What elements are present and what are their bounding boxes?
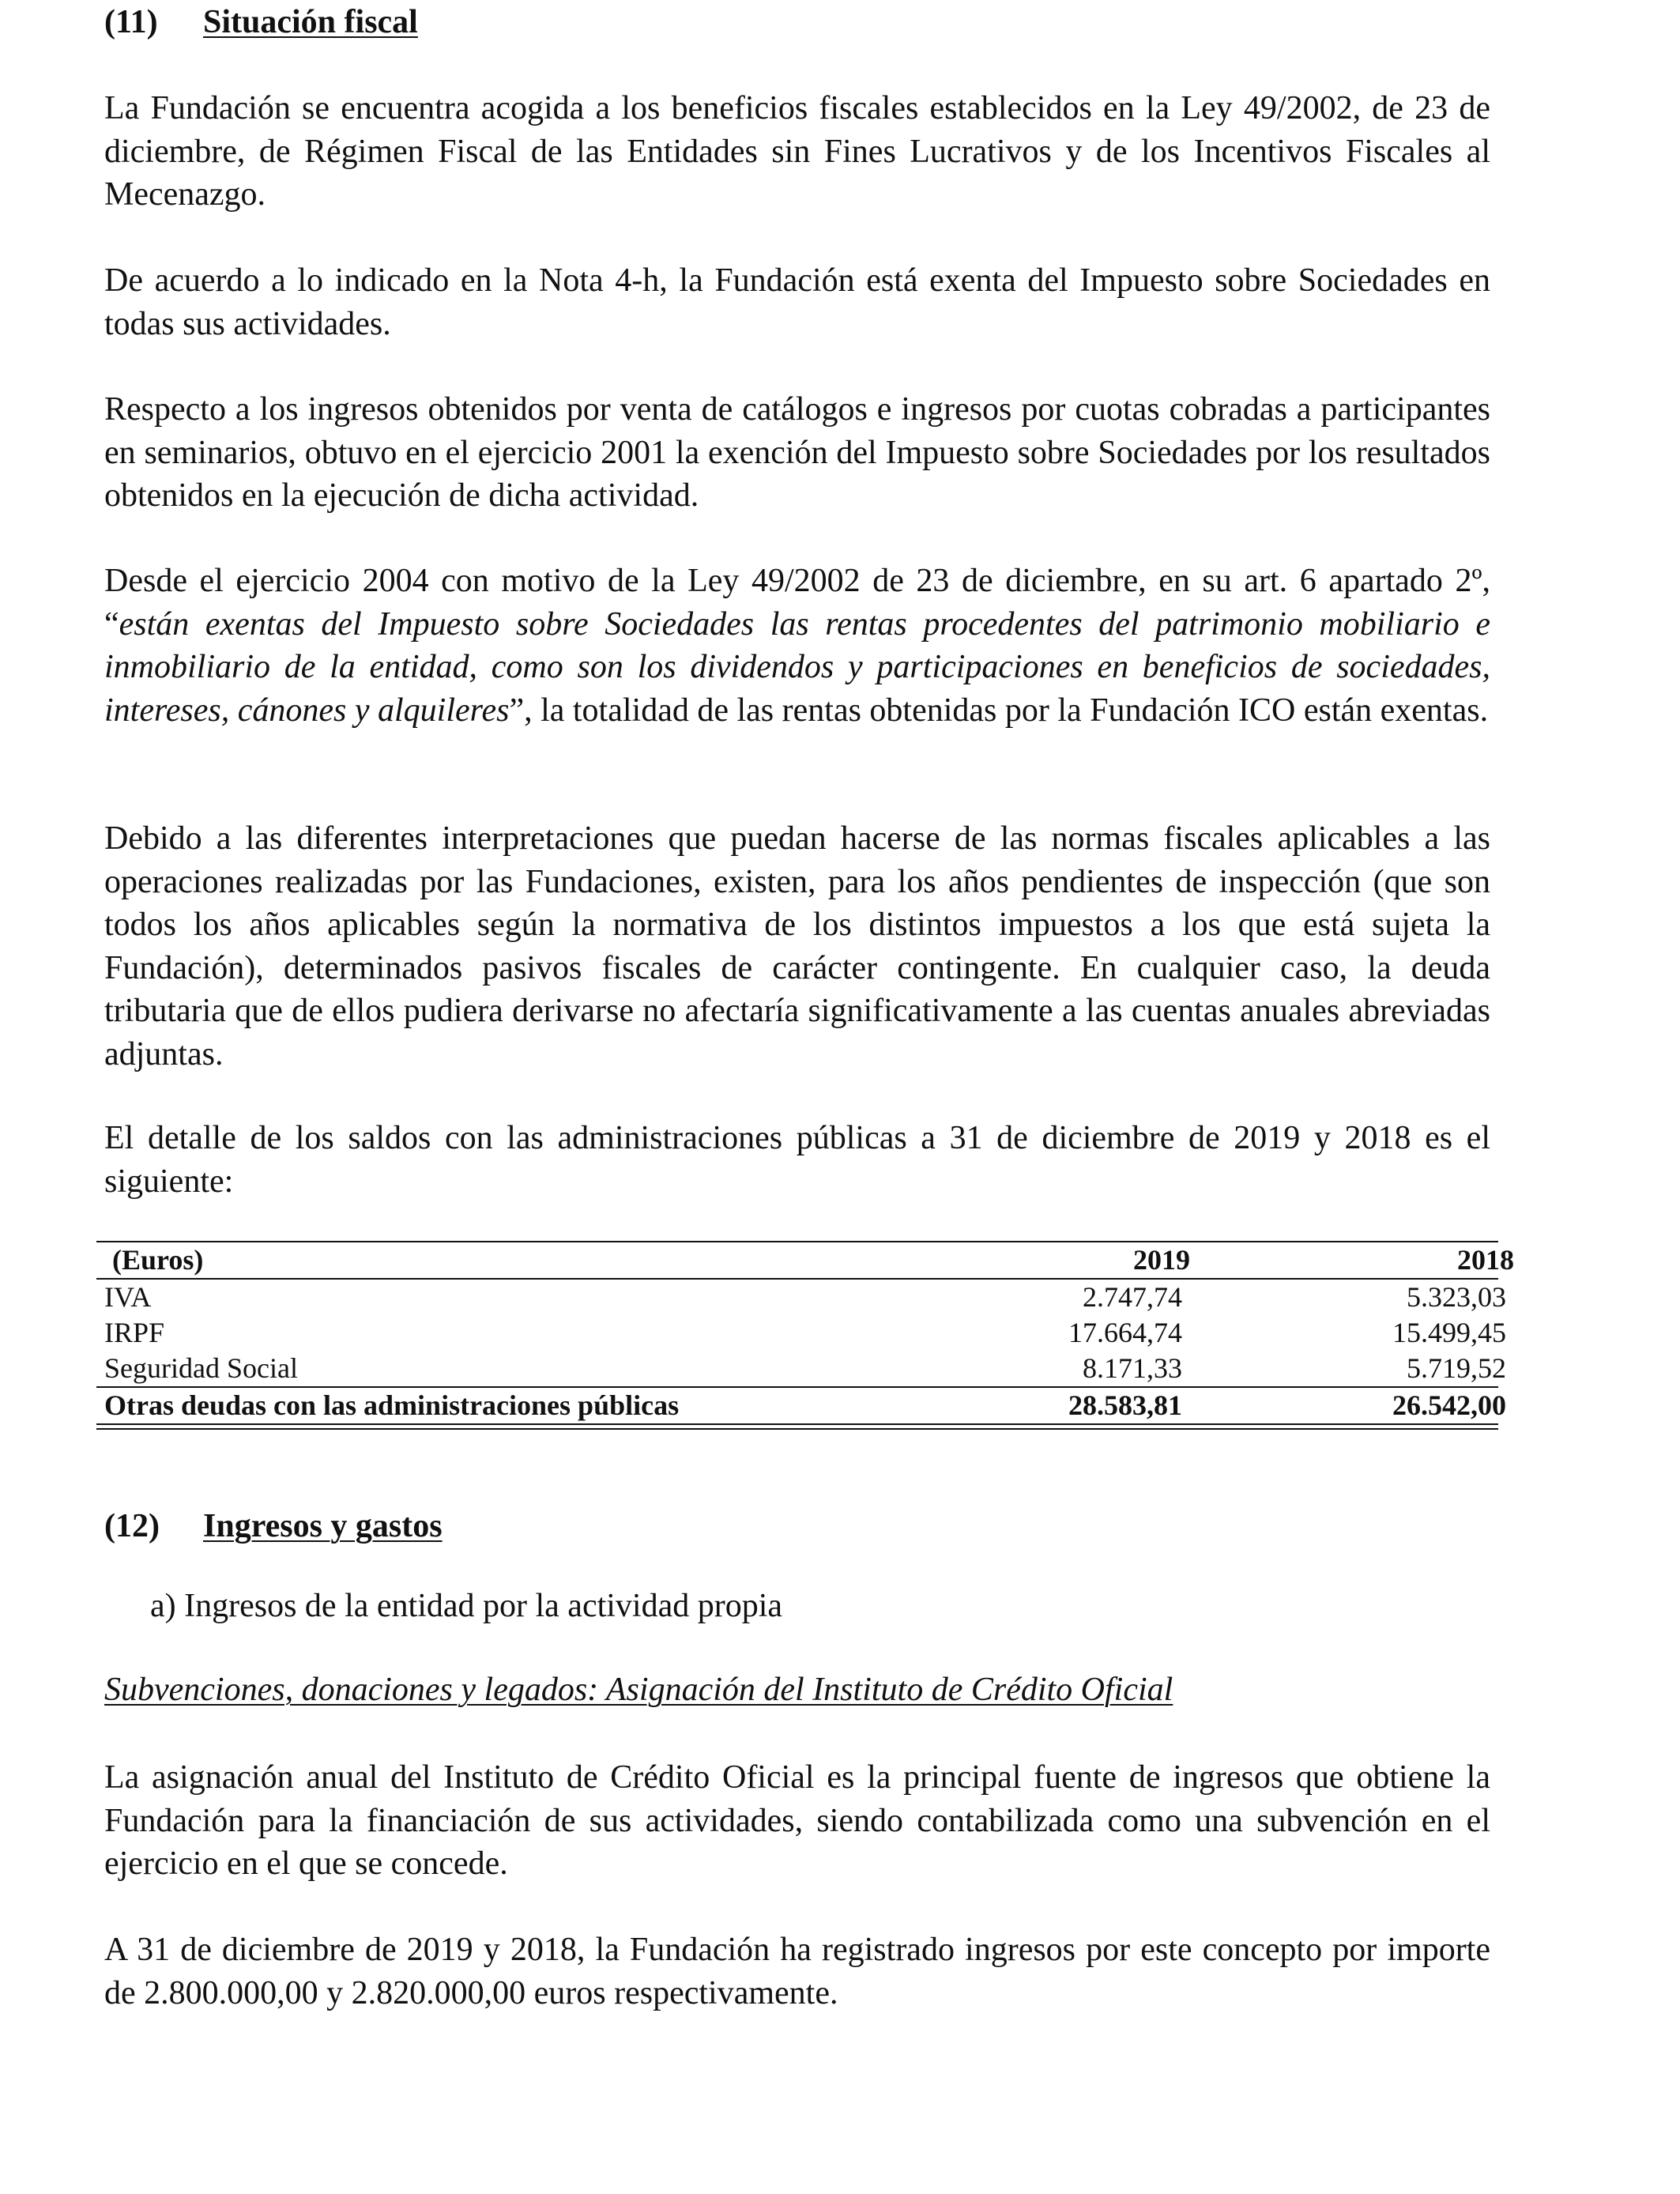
paragraph-4-tail: ”, la totalidad de las rentas obtenidas por la Fundación ICO están exentas. — [509, 692, 1489, 729]
paragraph-5: Debido a las diferentes interpretaciones que puedan hacerse de las normas fiscales aplicables a las operaciones realizadas por las Fundaciones, existen, para los años pendientes de inspección (que son todos los años aplicables según la normativa de los distintos impuestos a los que está sujeta la Fundación), determinados pasivos fiscales de carácter contingente. En cualquier caso, la deuda tributaria que de ellos pudiera derivarse no afectaría significativamente a las cuentas anuales abreviadas adjuntas. — [104, 820, 1490, 1072]
table-total-row — [96, 1388, 1506, 1423]
subsection-a-heading: a) Ingresos de la entidad por la actividad propia — [150, 1588, 783, 1624]
paragraph-7: La asignación anual del Instituto de Crédito Oficial es la principal fuente de ingresos que obtiene la Fundación para la financiación de sus actividades, siendo contabilizada como una subvención en el ejercicio en el que se concede. — [104, 1759, 1490, 1882]
section-12-number: (12) — [104, 1508, 160, 1544]
section-11-heading — [104, 3, 418, 41]
table-row-label: IRPF — [104, 1317, 165, 1348]
table-row-label: IVA — [104, 1281, 152, 1313]
paragraph-4-lead: Desde el ejercicio 2004 con motivo de la Ley 49/2002 de 23 de diciembre, en su art. 6 apartado 2º, “ — [104, 563, 1490, 643]
paragraph-2: De acuerdo a lo indicado en la Nota 4-h, la Fundación está exenta del Impuesto sobre Sociedades en todas sus actividades. — [104, 262, 1490, 342]
table-total-2018: 26.542,00 — [1392, 1389, 1506, 1421]
table-row-2019: 17.664,74 — [1068, 1317, 1182, 1348]
subsidies-subheading: Subvenciones, donaciones y legados: Asignación del Instituto de Crédito Oficial — [104, 1672, 1173, 1708]
paragraph-6: El detalle de los saldos con las administraciones públicas a 31 de diciembre de 2019 y 2018 es el siguiente: — [104, 1120, 1490, 1200]
table-row — [96, 1315, 1506, 1351]
table-header-2018: 2018 — [1457, 1244, 1514, 1276]
paragraph-1: La Fundación se encuentra acogida a los beneficios fiscales establecidos en la Ley 49/2002, de 23 de diciembre, de Régimen Fiscal de las Entidades sin Fines Lucrativos y de los Incentivos Fiscales al Mecenazgo. — [104, 90, 1490, 213]
table-header-2019: 2019 — [1133, 1244, 1190, 1276]
table-header-label: (Euros) — [112, 1244, 204, 1276]
section-12-title: Ingresos y gastos — [203, 1508, 443, 1544]
table-row-2018: 15.499,45 — [1392, 1317, 1506, 1348]
table-header-row — [96, 1242, 1514, 1278]
paragraph-4 — [104, 560, 1490, 732]
tax-balances-table — [96, 1241, 1514, 1430]
paragraph-8: A 31 de diciembre de 2019 y 2018, la Fundación ha registrado ingresos por este concepto por importe de 2.800.000,00 y 2.820.000,00 euros respectivamente. — [104, 1932, 1490, 2011]
table-row — [96, 1351, 1506, 1386]
table-row-2019: 8.171,33 — [1083, 1352, 1182, 1384]
section-11-title: Situación fiscal — [203, 4, 418, 40]
paragraph-3: Respecto a los ingresos obtenidos por venta de catálogos e ingresos por cuotas cobradas a participantes en seminarios, obtuvo en el ejercicio 2001 la exención del Impuesto sobre Sociedades por los resultados obtenidos en la ejecución de dicha actividad. — [104, 391, 1490, 514]
table-row-label: Seguridad Social — [104, 1352, 298, 1384]
table-bottom-double-rule — [96, 1423, 1498, 1430]
table-total-2019: 28.583,81 — [1068, 1389, 1182, 1421]
table-row — [96, 1280, 1506, 1315]
table-total-label: Otras deudas con las administraciones públicas — [104, 1389, 680, 1421]
paragraph-4-quote: están exentas del Impuesto sobre Sociedades las rentas procedentes del patrimonio mobiliario e inmobiliario de la entidad, como son los dividendos y participaciones en beneficios de sociedades, intereses, cánones y alquileres — [104, 605, 1490, 729]
section-11-number: (11) — [104, 4, 158, 40]
section-12-heading — [104, 1507, 443, 1545]
table-row-2018: 5.323,03 — [1407, 1281, 1506, 1313]
table-row-2019: 2.747,74 — [1083, 1281, 1182, 1313]
table-row-2018: 5.719,52 — [1407, 1352, 1506, 1384]
